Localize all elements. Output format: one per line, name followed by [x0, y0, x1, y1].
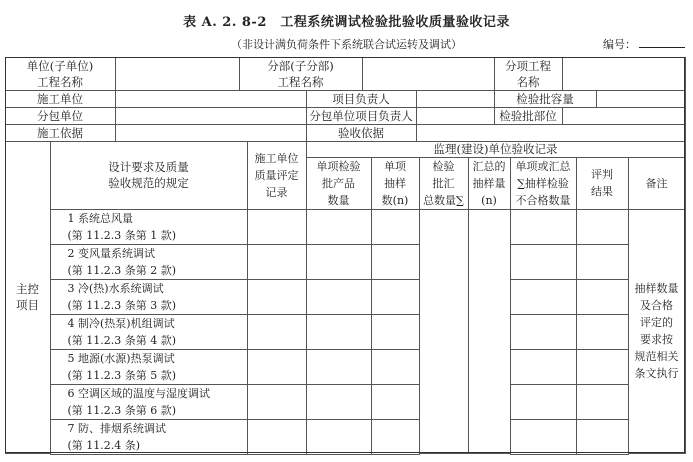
page-title: 表 A. 2. 8-2 工程系统调试检验批验收质量验收记录 [183, 15, 510, 30]
unit-project-field[interactable] [115, 57, 240, 91]
contractor-record-cell[interactable] [247, 314, 307, 350]
division-project-field[interactable] [362, 57, 495, 91]
single-batch-quantity-cell[interactable] [306, 279, 372, 315]
single-batch-quantity-cell[interactable] [306, 419, 372, 455]
single-batch-quantity-cell[interactable] [306, 349, 372, 385]
single-sample-count-cell[interactable] [371, 314, 420, 350]
batch-location-label: 检验批部位 [494, 107, 563, 125]
total-sample-cell[interactable] [468, 209, 511, 454]
remark-header: 备注 [628, 157, 686, 210]
nonconforming-count-cell[interactable] [510, 419, 577, 455]
single-sample-count-cell[interactable] [371, 349, 420, 385]
subitem-project-field[interactable] [562, 57, 686, 91]
unit-project-label: 单位(子单位) 工程名称 [5, 57, 116, 91]
single-sample-count-cell[interactable] [371, 279, 420, 315]
contractor-record-cell[interactable] [247, 244, 307, 280]
nonconforming-count-cell[interactable] [510, 209, 577, 245]
subcontractor-manager-field[interactable] [416, 107, 495, 125]
contractor-record-cell[interactable] [247, 279, 307, 315]
judgement-cell[interactable] [576, 384, 629, 420]
single-batch-quantity-cell[interactable] [306, 384, 372, 420]
requirement-item: 6 空调区域的温度与湿度调试 (第 11.2.3 条第 6 款) [50, 384, 248, 420]
requirement-item: 7 防、排烟系统调试 (第 11.2.4 条) [50, 419, 248, 455]
single-sample-count-cell[interactable] [371, 419, 420, 455]
code-field[interactable] [639, 47, 685, 48]
single-sample-count-header: 单项 抽样 数(n) [371, 157, 420, 210]
batch-location-field[interactable] [562, 107, 686, 125]
single-sample-count-cell[interactable] [371, 209, 420, 245]
construction-basis-label: 施工依据 [5, 124, 116, 142]
contractor-record-cell[interactable] [247, 349, 307, 385]
category-main-control: 主控 项目 [5, 141, 51, 454]
judgement-header: 评判 结果 [576, 157, 629, 210]
subcontractor-manager-label: 分包单位项目负责人 [306, 107, 417, 125]
construction-basis-field[interactable] [115, 124, 307, 142]
contractor-field[interactable] [115, 90, 307, 108]
subcontractor-field[interactable] [115, 107, 307, 125]
subitem-project-label: 分项工程 名称 [494, 57, 563, 91]
acceptance-basis-field[interactable] [416, 124, 686, 142]
contractor-record-cell[interactable] [247, 384, 307, 420]
requirement-item: 4 制冷(热泵)机组调试 (第 11.2.3 条第 4 款) [50, 314, 248, 350]
single-sample-count-cell[interactable] [371, 244, 420, 280]
project-manager-label: 项目负责人 [306, 90, 417, 108]
batch-total-quantity-cell[interactable] [419, 209, 469, 454]
judgement-cell[interactable] [576, 279, 629, 315]
contractor-record-cell[interactable] [247, 209, 307, 245]
requirement-item: 2 变风量系统调试 (第 11.2.3 条第 2 款) [50, 244, 248, 280]
project-manager-field[interactable] [416, 90, 495, 108]
requirement-header: 设计要求及质量 验收规范的规定 [50, 141, 248, 210]
judgement-cell[interactable] [576, 244, 629, 280]
judgement-cell[interactable] [576, 314, 629, 350]
nonconforming-count-cell[interactable] [510, 314, 577, 350]
supervisor-header: 监理(建设)单位验收记录 [306, 141, 686, 158]
acceptance-basis-label: 验收依据 [306, 124, 417, 142]
contractor-label: 施工单位 [5, 90, 116, 108]
remark-cell: 抽样数量 及合格 评定的 要求按 规范相关 条文执行 [628, 209, 686, 454]
contractor-record-cell[interactable] [247, 419, 307, 455]
subcontractor-label: 分包单位 [5, 107, 116, 125]
nonconforming-count-cell[interactable] [510, 384, 577, 420]
nonconforming-count-cell[interactable] [510, 279, 577, 315]
judgement-cell[interactable] [576, 349, 629, 385]
single-batch-quantity-header: 单项检验 批产品 数量 [306, 157, 372, 210]
single-batch-quantity-cell[interactable] [306, 244, 372, 280]
batch-capacity-label: 检验批容量 [494, 90, 597, 108]
judgement-cell[interactable] [576, 419, 629, 455]
contractor-record-header: 施工单位 质量评定 记录 [247, 141, 307, 210]
nonconforming-count-cell[interactable] [510, 244, 577, 280]
page-subtitle: （非设计满负荷条件下系统联合试运转及调试） [231, 38, 462, 51]
batch-capacity-field[interactable] [596, 90, 686, 108]
requirement-item: 5 地源(水源)热泵调试 (第 11.2.3 条第 5 款) [50, 349, 248, 385]
judgement-cell[interactable] [576, 209, 629, 245]
code-label: 编号： [603, 38, 636, 51]
nonconforming-count-cell[interactable] [510, 349, 577, 385]
requirement-item: 3 冷(热)水系统调试 (第 11.2.3 条第 3 款) [50, 279, 248, 315]
division-project-label: 分部(子分部) 工程名称 [239, 57, 363, 91]
total-sample-header: 汇总的 抽样量 (n) [468, 157, 511, 210]
single-batch-quantity-cell[interactable] [306, 209, 372, 245]
single-sample-count-cell[interactable] [371, 384, 420, 420]
requirement-item: 1 系统总风量 (第 11.2.3 条第 1 款) [50, 209, 248, 245]
batch-total-quantity-header: 检验 批汇 总数量∑ [419, 157, 469, 210]
nonconforming-count-header: 单项或汇总 ∑抽样检验 不合格数量 [510, 157, 577, 210]
single-batch-quantity-cell[interactable] [306, 314, 372, 350]
